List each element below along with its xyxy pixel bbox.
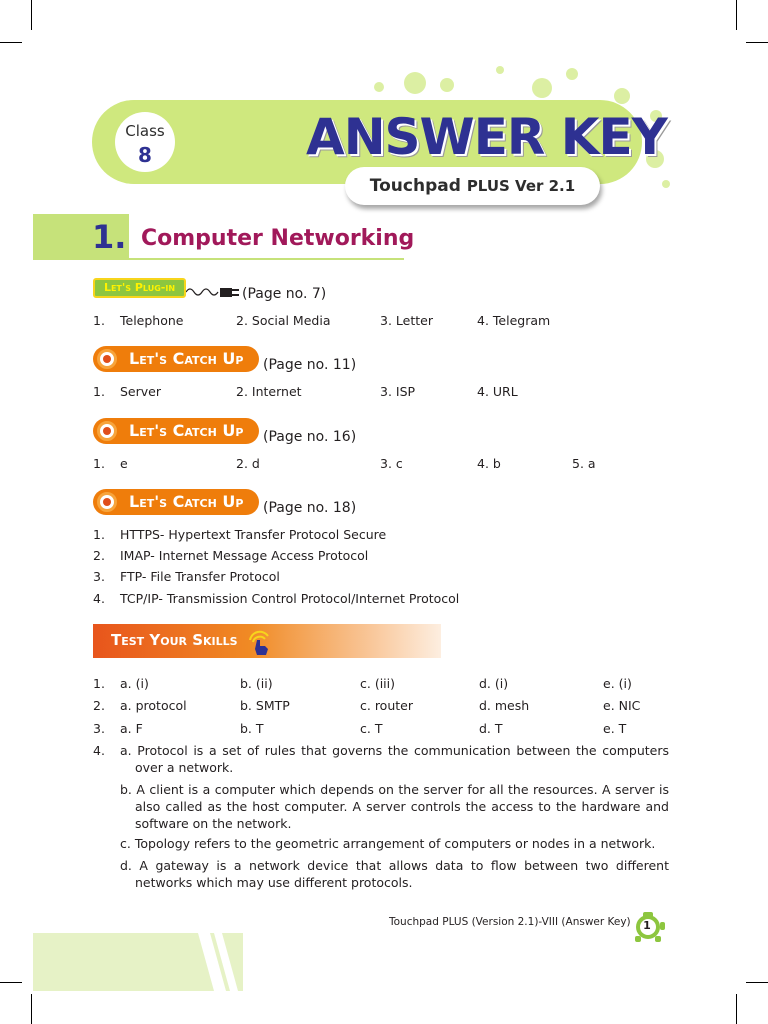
question-number: 1. [93, 676, 105, 691]
tag-label: Let's Catch Up [129, 421, 244, 440]
crop-mark [746, 982, 768, 983]
answer-item: a. F [120, 721, 143, 736]
chapter-underline [129, 258, 404, 260]
answer-item: c. (iii) [360, 676, 395, 691]
subtitle-main: Touchpad [369, 176, 461, 196]
answer-item: d. mesh [479, 698, 530, 713]
list-item: HTTPS- Hypertext Transfer Protocol Secure [120, 527, 387, 542]
answer-paragraph [120, 835, 669, 852]
answer-paragraph [120, 857, 669, 891]
decor-dot [404, 72, 426, 94]
answer-item: Server [120, 384, 161, 399]
answer-item: 4. URL [477, 384, 518, 399]
chapter-title: Computer Networking [141, 226, 415, 251]
list-number: 4. [93, 591, 105, 606]
lets-catch-up-tag [93, 346, 259, 372]
crop-mark [736, 994, 737, 1024]
target-icon [97, 492, 117, 512]
crop-mark [736, 0, 737, 30]
list-number: 3. [93, 569, 105, 584]
answer-item: 2. Social Media [236, 313, 331, 328]
part-text: Protocol is a set of rules that governs the communication between the computers over a network. [135, 743, 669, 775]
answer-item: e. NIC [603, 698, 641, 713]
part-text: A client is a computer which depends on the server for all the resources. A server is also called as the host computer. A server controls the access to the hardware and software on the network. [135, 782, 669, 831]
target-icon [97, 421, 117, 441]
answer-item: 4. b [477, 456, 501, 471]
list-item: TCP/IP- Transmission Control Protocol/Internet Protocol [120, 591, 460, 606]
question-number: 3. [93, 721, 105, 736]
answer-item: 3. Letter [380, 313, 433, 328]
list-item: FTP- File Transfer Protocol [120, 569, 280, 584]
pointing-hand-icon [246, 628, 274, 656]
subtitle-badge [345, 167, 600, 205]
answer-number: 1. [93, 313, 105, 328]
page-reference: (Page no. 16) [263, 429, 357, 445]
answer-item: d. (i) [479, 676, 509, 691]
part-label: c. [120, 836, 131, 851]
part-label: d. [120, 858, 132, 873]
answer-item: c. router [360, 698, 413, 713]
answer-item: 5. a [572, 456, 596, 471]
class-number: 8 [138, 143, 152, 167]
answer-item: b. T [240, 721, 264, 736]
page-title: ANSWER KEY [306, 108, 667, 166]
list-item: IMAP- Internet Message Access Protocol [120, 548, 369, 563]
decor-dot [614, 88, 630, 104]
answer-item: a. (i) [120, 676, 149, 691]
decor-dot [662, 180, 670, 188]
crop-mark [0, 982, 22, 983]
footer-text: Touchpad PLUS (Version 2.1)-VIII (Answer Key) [389, 916, 631, 928]
page-number: 1 [643, 919, 651, 932]
list-number: 1. [93, 527, 105, 542]
tag-label: Let's Catch Up [129, 492, 244, 511]
answer-item: d. T [479, 721, 503, 736]
part-label: b. [120, 782, 132, 797]
answer-item: b. SMTP [240, 698, 290, 713]
question-number: 4. [93, 743, 105, 758]
crop-mark [746, 42, 768, 43]
part-text: A gateway is a network device that allows data to flow between two different networks which may use different protocols. [135, 858, 669, 890]
list-number: 2. [93, 548, 105, 563]
answer-number: 1. [93, 456, 105, 471]
target-icon [97, 349, 117, 369]
part-label: a. [120, 743, 132, 758]
lets-catch-up-tag [93, 489, 259, 515]
decor-dot [374, 82, 384, 92]
subtitle-rest: PLUS Ver 2.1 [466, 177, 576, 195]
lets-catch-up-tag [93, 418, 259, 444]
question-number: 2. [93, 698, 105, 713]
footer-stripes [190, 933, 250, 991]
answer-item: e. T [603, 721, 627, 736]
class-label: Class [125, 122, 165, 140]
decor-dot [532, 78, 552, 98]
part-text: Topology refers to the geometric arrangement of computers or nodes in a network. [134, 836, 656, 851]
page-reference: (Page no. 18) [263, 500, 357, 516]
crop-mark [31, 994, 32, 1024]
answer-item: e. (i) [603, 676, 632, 691]
answer-item: 4. Telegram [477, 313, 551, 328]
answer-item: 2. d [236, 456, 260, 471]
answer-item: b. (ii) [240, 676, 273, 691]
crop-mark [31, 0, 32, 30]
answer-number: 1. [93, 384, 105, 399]
chapter-number: 1. [92, 218, 127, 256]
answer-item: 2. Internet [236, 384, 302, 399]
answer-item: a. protocol [120, 698, 187, 713]
page-reference: (Page no. 11) [263, 357, 357, 373]
answer-item: e [120, 456, 128, 471]
answer-item: 3. ISP [380, 384, 416, 399]
answer-item: c. T [360, 721, 383, 736]
decor-dot [496, 66, 504, 74]
plug-icon [186, 284, 242, 300]
answer-item: 3. c [380, 456, 403, 471]
test-your-skills-label: Test Your Skills [111, 631, 238, 649]
decor-dot [440, 78, 454, 92]
answer-paragraph [120, 781, 669, 832]
answer-paragraph [120, 742, 669, 776]
page-reference: (Page no. 7) [242, 286, 327, 302]
decor-dot [566, 68, 578, 80]
class-badge [115, 112, 175, 172]
lets-plug-in-tag: Let's Plug-in [93, 278, 186, 298]
crop-mark [0, 42, 22, 43]
answer-item: Telephone [120, 313, 184, 328]
tag-label: Let's Catch Up [129, 349, 244, 368]
